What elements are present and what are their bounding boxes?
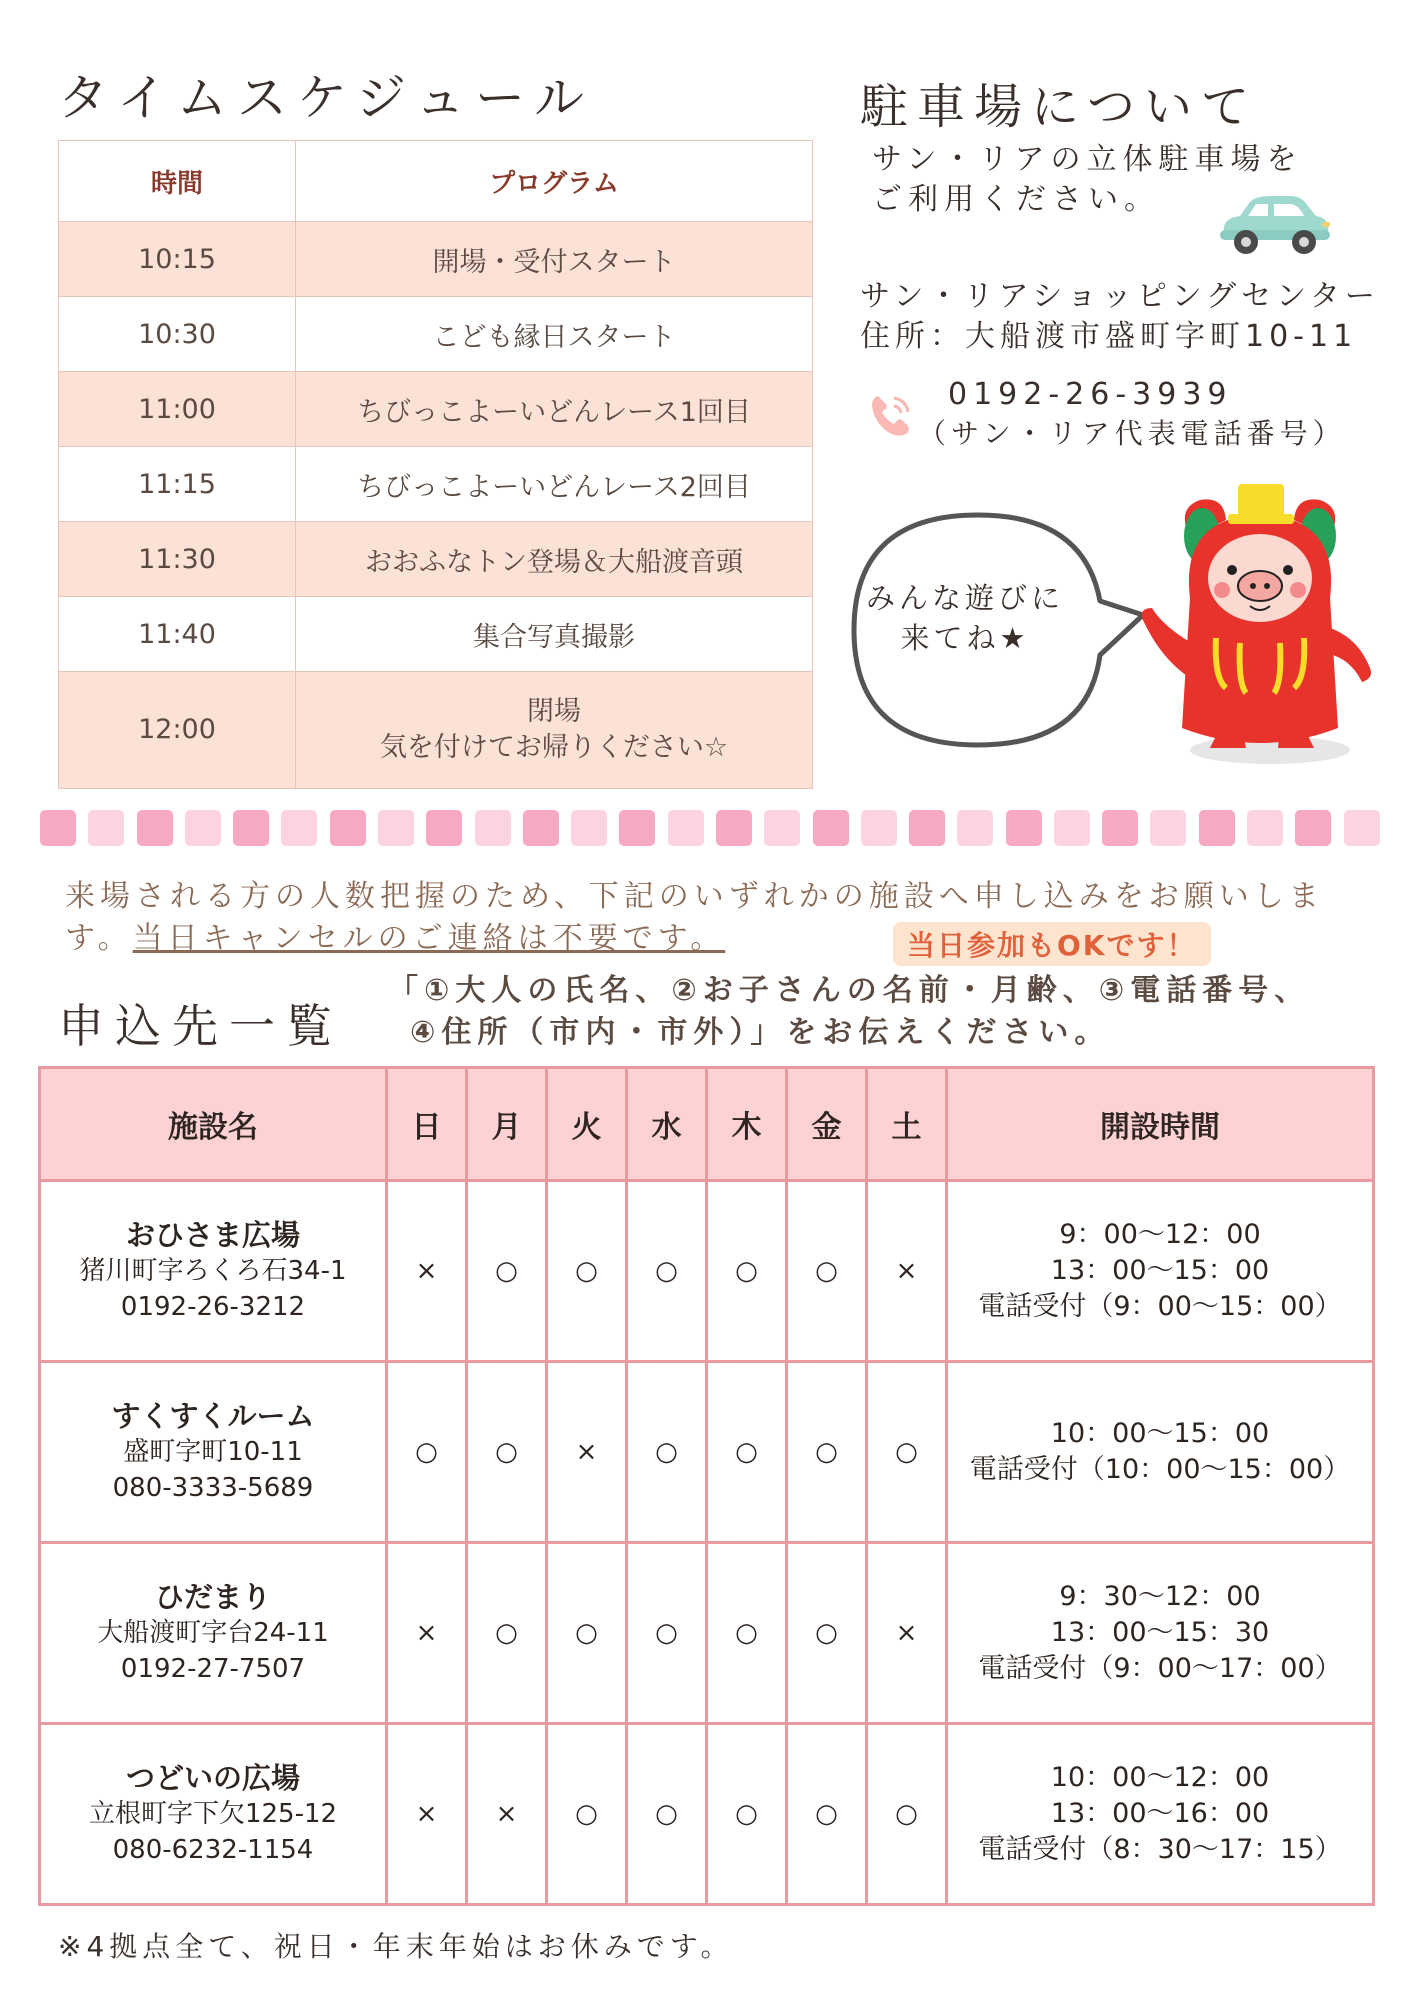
facility-address: 大船渡町字台24-11 <box>97 1618 329 1648</box>
divider-dot <box>523 810 559 846</box>
divider-dot <box>233 810 269 846</box>
hours-cell <box>947 1181 1374 1362</box>
facility-name: ひだまり <box>154 1580 271 1614</box>
facility-phone: 080-6232-1154 <box>112 1835 314 1865</box>
divider-dot <box>1199 810 1235 846</box>
hours-line: 13：00～15：00 <box>1050 1255 1270 1286</box>
header-day: 水 <box>627 1068 707 1181</box>
schedule-row <box>59 522 813 597</box>
day-mark: × <box>387 1181 467 1362</box>
center-address: 住所：大船渡市盛町字町10-11 <box>860 319 1358 354</box>
header-day: 金 <box>787 1068 867 1181</box>
day-mark: ○ <box>627 1724 707 1905</box>
schedule-program: こども縁日スタート <box>296 297 813 372</box>
day-mark: ○ <box>387 1362 467 1543</box>
schedule-time: 11:00 <box>59 372 296 447</box>
facility-row <box>40 1543 1374 1724</box>
facility-phone: 080-3333-5689 <box>112 1473 314 1503</box>
divider-dot <box>426 810 462 846</box>
parking-address-block <box>860 277 1380 357</box>
facility-phone: 0192-27-7507 <box>120 1654 306 1684</box>
schedule-row <box>59 372 813 447</box>
facility-cell <box>40 1362 387 1543</box>
schedule-program: ちびっこよーいどんレース1回目 <box>296 372 813 447</box>
hours-cell <box>947 1543 1374 1724</box>
day-mark: ○ <box>467 1543 547 1724</box>
schedule-row <box>59 297 813 372</box>
divider-dot <box>716 810 752 846</box>
header-day: 日 <box>387 1068 467 1181</box>
schedule-program: 集合写真撮影 <box>296 597 813 672</box>
schedule-program <box>296 672 813 789</box>
schedule-program-line: 気を付けてお帰りください☆ <box>379 732 729 763</box>
instruction-line: ④住所（市内・市外）」をお伝えください。 <box>410 1015 1111 1050</box>
facility-address: 猪川町字ろくろ石34-1 <box>79 1256 347 1286</box>
schedule-time: 10:15 <box>59 222 296 297</box>
day-mark: × <box>467 1724 547 1905</box>
day-mark: ○ <box>547 1724 627 1905</box>
divider-dot <box>378 810 414 846</box>
dotted-divider <box>40 810 1380 846</box>
facility-cell <box>40 1543 387 1724</box>
divider-dot <box>764 810 800 846</box>
header-day: 月 <box>467 1068 547 1181</box>
facility-row <box>40 1181 1374 1362</box>
facility-cell <box>40 1181 387 1362</box>
hours-line: 13：00～16：00 <box>1050 1798 1270 1829</box>
mascot-illustration <box>1130 478 1380 768</box>
divider-dot <box>1247 810 1283 846</box>
day-mark: ○ <box>707 1543 787 1724</box>
parking-phone-note: （サン・リア代表電話番号） <box>918 417 1346 450</box>
parking-title: 駐車場について <box>860 79 1259 135</box>
divider-dot <box>88 810 124 846</box>
facility-address: 盛町字町10-11 <box>123 1437 303 1467</box>
divider-dot <box>813 810 849 846</box>
schedule-header-time: 時間 <box>59 141 296 222</box>
day-mark: ○ <box>707 1181 787 1362</box>
day-mark: ○ <box>787 1543 867 1724</box>
facility-name: おひさま広場 <box>125 1218 300 1252</box>
facility-address: 立根町字下欠125-12 <box>88 1799 338 1829</box>
day-mark: × <box>867 1543 947 1724</box>
parking-line: サン・リアの立体駐車場を <box>872 142 1303 177</box>
day-mark: ○ <box>467 1181 547 1362</box>
applications-title: 申込先一覧 <box>58 999 343 1053</box>
facility-name: すくすくルーム <box>111 1399 315 1433</box>
divider-dot <box>619 810 655 846</box>
day-mark: ○ <box>467 1362 547 1543</box>
schedule-time: 11:15 <box>59 447 296 522</box>
day-mark: ○ <box>787 1724 867 1905</box>
divider-dot <box>668 810 704 846</box>
same-day-badge: 当日参加もOKです！ <box>893 922 1211 966</box>
facility-phone: 0192-26-3212 <box>120 1292 306 1322</box>
day-mark: × <box>867 1181 947 1362</box>
day-mark: ○ <box>867 1362 947 1543</box>
schedule-row <box>59 672 813 789</box>
facility-cell <box>40 1724 387 1905</box>
divider-dot <box>185 810 221 846</box>
header-day: 火 <box>547 1068 627 1181</box>
hours-cell <box>947 1724 1374 1905</box>
hours-line: 10：00～12：00 <box>1050 1762 1270 1793</box>
day-mark: ○ <box>787 1362 867 1543</box>
schedule-header-program: プログラム <box>296 141 813 222</box>
parking-phone: 0192-26-3939 <box>948 377 1233 412</box>
schedule-time: 12:00 <box>59 672 296 789</box>
instruction-line: 「①大人の氏名、②お子さんの名前・月齢、③電話番号、 <box>388 973 1311 1008</box>
schedule-program-line: 閉場 <box>527 696 581 727</box>
header-hours: 開設時間 <box>947 1068 1374 1181</box>
schedule-table <box>58 140 813 789</box>
phone-icon <box>866 390 916 440</box>
divider-dot <box>957 810 993 846</box>
day-mark: ○ <box>867 1724 947 1905</box>
divider-dot <box>571 810 607 846</box>
day-mark: ○ <box>547 1543 627 1724</box>
divider-dot <box>909 810 945 846</box>
schedule-row <box>59 447 813 522</box>
header-day: 土 <box>867 1068 947 1181</box>
divider-dot <box>1054 810 1090 846</box>
car-icon <box>1210 188 1336 258</box>
day-mark: × <box>387 1724 467 1905</box>
header-facility: 施設名 <box>40 1068 387 1181</box>
divider-dot <box>137 810 173 846</box>
applications-instruction <box>388 970 1310 1054</box>
divider-dot <box>475 810 511 846</box>
facilities-header-row <box>40 1068 1374 1181</box>
divider-dot <box>861 810 897 846</box>
hours-line: 10：00～15：00 <box>1050 1418 1270 1449</box>
facility-row <box>40 1724 1374 1905</box>
notice-underlined: 当日キャンセルのご連絡は不要です。 <box>132 921 726 956</box>
day-mark: ○ <box>707 1362 787 1543</box>
day-mark: ○ <box>707 1724 787 1905</box>
hours-line: 電話受付（9：00～15：00） <box>978 1291 1342 1322</box>
day-mark: × <box>387 1543 467 1724</box>
hours-line: 電話受付（8：30～17：15） <box>978 1834 1342 1865</box>
bubble-line: 来てね★ <box>900 621 1030 655</box>
hours-cell <box>947 1362 1374 1543</box>
day-mark: ○ <box>627 1181 707 1362</box>
divider-dot <box>1150 810 1186 846</box>
day-mark: × <box>547 1362 627 1543</box>
divider-dot <box>1102 810 1138 846</box>
divider-dot <box>1006 810 1042 846</box>
hours-line: 13：00～15：30 <box>1050 1617 1270 1648</box>
hours-line: 電話受付（10：00～15：00） <box>969 1454 1351 1485</box>
divider-dot <box>40 810 76 846</box>
schedule-program: おおふなトン登場＆大船渡音頭 <box>296 522 813 597</box>
facility-name: つどいの広場 <box>125 1761 300 1795</box>
facility-row <box>40 1362 1374 1543</box>
schedule-time: 11:30 <box>59 522 296 597</box>
schedule-header-row <box>59 141 813 222</box>
schedule-time: 11:40 <box>59 597 296 672</box>
day-mark: ○ <box>787 1181 867 1362</box>
footnote: ※4拠点全て、祝日・年末年始はお休みです。 <box>58 1930 734 1963</box>
center-name: サン・リアショッピングセンター <box>860 279 1380 314</box>
divider-dot <box>1344 810 1380 846</box>
schedule-program: ちびっこよーいどんレース2回目 <box>296 447 813 522</box>
schedule-time: 10:30 <box>59 297 296 372</box>
schedule-program: 開場・受付スタート <box>296 222 813 297</box>
bubble-line: みんな遊びに <box>865 581 1064 615</box>
hours-line: 9：00～12：00 <box>1059 1219 1261 1250</box>
header-day: 木 <box>707 1068 787 1181</box>
day-mark: ○ <box>627 1543 707 1724</box>
parking-line: ご利用ください。 <box>872 182 1160 217</box>
schedule-title: タイムスケジュール <box>58 69 594 127</box>
facilities-table <box>38 1066 1375 1906</box>
notice-main: 来場される方の人数把握のため、下記のいずれかの施設へ申し込みをお願いします。 <box>65 879 1324 956</box>
hours-line: 9：30～12：00 <box>1059 1581 1261 1612</box>
schedule-row <box>59 222 813 297</box>
divider-dot <box>281 810 317 846</box>
day-mark: ○ <box>547 1181 627 1362</box>
divider-dot <box>1295 810 1331 846</box>
divider-dot <box>330 810 366 846</box>
hours-line: 電話受付（9：00～17：00） <box>978 1653 1342 1684</box>
schedule-row <box>59 597 813 672</box>
speech-bubble-text <box>850 578 1080 658</box>
day-mark: ○ <box>627 1362 707 1543</box>
